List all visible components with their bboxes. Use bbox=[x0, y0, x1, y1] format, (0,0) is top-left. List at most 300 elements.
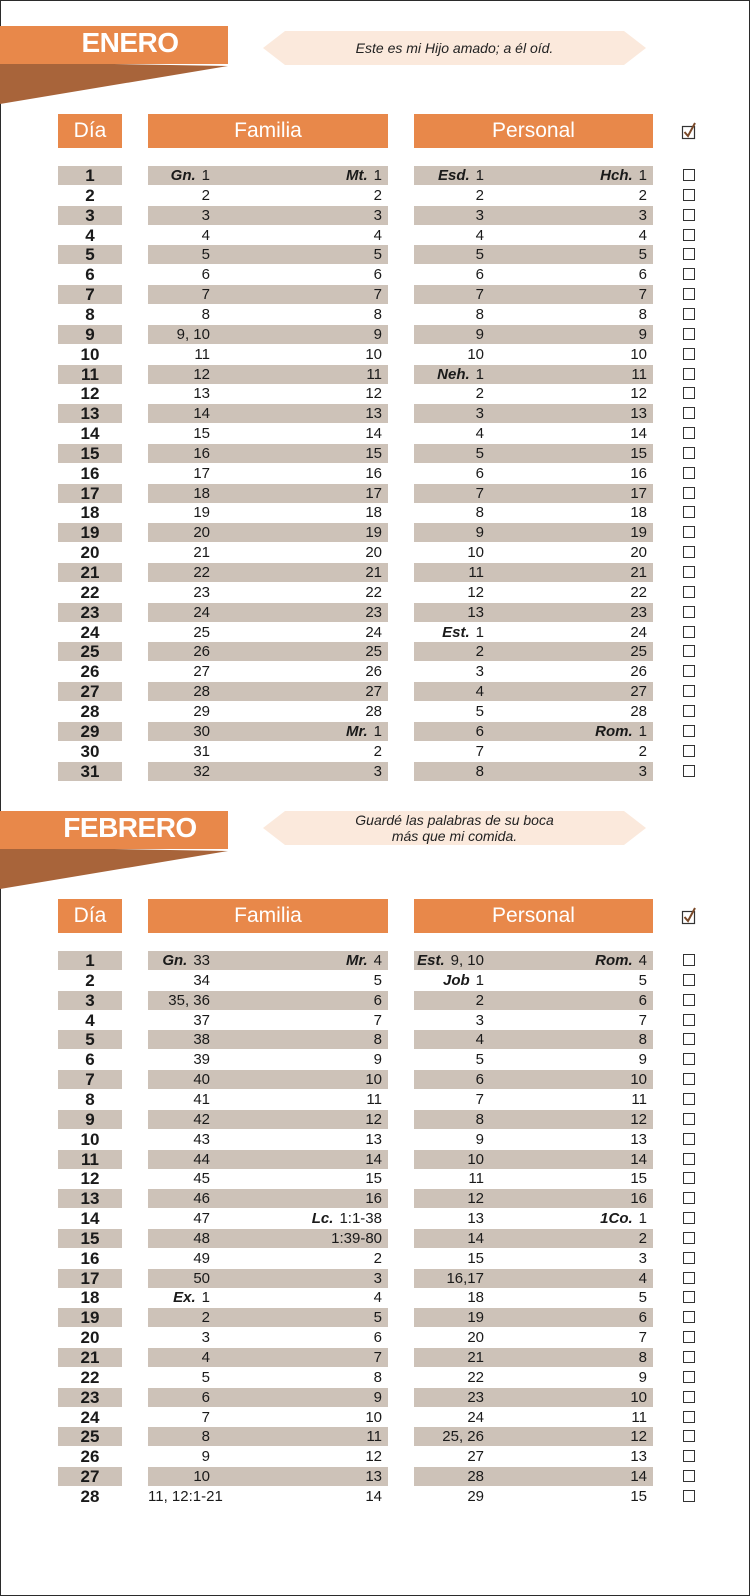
fam-reading-cell bbox=[148, 1189, 388, 1208]
per-reading-1 bbox=[414, 1348, 484, 1367]
reading-checkbox[interactable] bbox=[683, 229, 695, 241]
chapter: 28 bbox=[467, 1468, 484, 1486]
chapter: 2 bbox=[373, 1249, 382, 1267]
chapter: 15 bbox=[630, 444, 647, 462]
fam-reading-cell bbox=[148, 1308, 388, 1327]
chapter: 10 bbox=[365, 1071, 382, 1089]
chapter: 5 bbox=[638, 1289, 647, 1307]
per-reading-1 bbox=[414, 226, 484, 245]
fam-reading-cell bbox=[148, 325, 388, 344]
fam-reading-cell bbox=[148, 365, 388, 384]
chapter: 11 bbox=[468, 1170, 484, 1188]
fam-reading-cell bbox=[148, 563, 388, 582]
per-reading-2 bbox=[523, 722, 653, 741]
per-reading-1 bbox=[414, 365, 484, 384]
day-number: 12 bbox=[80, 384, 100, 404]
per-reading-cell bbox=[414, 424, 653, 443]
per-reading-2 bbox=[523, 1011, 653, 1030]
reading-checkbox[interactable] bbox=[683, 1311, 695, 1323]
chapter: 13 bbox=[467, 1210, 484, 1228]
reading-checkbox[interactable] bbox=[683, 1291, 695, 1303]
chapter: 21 bbox=[193, 544, 210, 562]
table-row bbox=[0, 345, 750, 365]
reading-checkbox[interactable] bbox=[683, 586, 695, 598]
reading-checkbox[interactable] bbox=[683, 1093, 695, 1105]
header-personal: Personal bbox=[414, 899, 653, 933]
reading-checkbox[interactable] bbox=[683, 725, 695, 737]
fam-reading-2 bbox=[258, 365, 388, 384]
chapter: 24 bbox=[630, 623, 647, 641]
fam-reading-1 bbox=[148, 285, 210, 304]
fam-reading-2 bbox=[258, 1288, 388, 1307]
reading-checkbox[interactable] bbox=[683, 566, 695, 578]
per-reading-2 bbox=[523, 543, 653, 562]
per-reading-2 bbox=[523, 971, 653, 990]
fam-reading-cell bbox=[148, 186, 388, 205]
reading-checkbox[interactable] bbox=[683, 209, 695, 221]
per-reading-1 bbox=[414, 623, 484, 642]
chapter: 45 bbox=[193, 1170, 210, 1188]
fam-reading-cell bbox=[148, 503, 388, 522]
book-name: Mr. bbox=[345, 722, 368, 740]
fam-reading-2 bbox=[258, 1348, 388, 1367]
chapter: 1 bbox=[475, 623, 484, 641]
per-reading-2 bbox=[523, 1090, 653, 1109]
per-reading-2 bbox=[523, 1110, 653, 1129]
chapter: 11 bbox=[631, 365, 647, 383]
book-name: Gn. bbox=[162, 952, 188, 969]
reading-checkbox[interactable] bbox=[683, 427, 695, 439]
fam-reading-2 bbox=[258, 971, 388, 990]
chapter: 15 bbox=[630, 1487, 647, 1505]
reading-checkbox[interactable] bbox=[683, 705, 695, 717]
table-row bbox=[0, 365, 750, 385]
table-row bbox=[0, 1487, 750, 1507]
table-row bbox=[0, 1050, 750, 1070]
checked-box-icon bbox=[681, 122, 697, 140]
book-name: Job bbox=[442, 971, 470, 989]
chapter: 7 bbox=[373, 1011, 382, 1029]
fam-reading-2 bbox=[258, 166, 388, 185]
chapter: 1 bbox=[475, 971, 484, 989]
reading-checkbox[interactable] bbox=[683, 308, 695, 320]
fam-reading-1 bbox=[148, 563, 210, 582]
reading-checkbox[interactable] bbox=[683, 1391, 695, 1403]
reading-checkbox[interactable] bbox=[683, 1252, 695, 1264]
fam-reading-1 bbox=[148, 1229, 210, 1248]
fam-reading-2 bbox=[258, 1249, 388, 1268]
fam-reading-cell bbox=[148, 762, 388, 781]
per-reading-2 bbox=[523, 1150, 653, 1169]
per-reading-2 bbox=[523, 1308, 653, 1327]
fam-reading-2 bbox=[258, 603, 388, 622]
book-name: Mt. bbox=[345, 167, 368, 184]
chapter: 41 bbox=[193, 1090, 210, 1108]
day-number: 15 bbox=[58, 444, 122, 463]
per-reading-cell bbox=[414, 245, 653, 264]
per-reading-2 bbox=[523, 991, 653, 1010]
fam-reading-2 bbox=[258, 424, 388, 443]
per-reading-1 bbox=[414, 682, 484, 701]
day-number: 18 bbox=[80, 503, 100, 523]
reading-checkbox[interactable] bbox=[683, 328, 695, 340]
chapter: 26 bbox=[193, 643, 210, 661]
day-number: 27 bbox=[58, 682, 122, 701]
fam-reading-2 bbox=[258, 1209, 388, 1228]
reading-checkbox[interactable] bbox=[683, 685, 695, 697]
day-number: 17 bbox=[58, 1269, 122, 1288]
chapter: 15 bbox=[193, 425, 210, 443]
reading-checkbox[interactable] bbox=[683, 1232, 695, 1244]
fam-reading-cell bbox=[148, 444, 388, 463]
day-number: 2 bbox=[85, 970, 95, 990]
day-number: 10 bbox=[80, 1129, 100, 1149]
chapter: 13 bbox=[365, 1130, 382, 1148]
fam-reading-1 bbox=[148, 583, 210, 602]
table-row bbox=[0, 1348, 750, 1368]
table-row bbox=[0, 1368, 750, 1388]
per-reading-2 bbox=[523, 345, 653, 364]
per-reading-2 bbox=[523, 305, 653, 324]
day-number: 31 bbox=[58, 762, 122, 781]
reading-checkbox[interactable] bbox=[683, 1212, 695, 1224]
per-reading-cell bbox=[414, 384, 653, 403]
per-reading-1 bbox=[414, 345, 484, 364]
chapter: 8 bbox=[201, 1428, 210, 1446]
reading-checkbox[interactable] bbox=[683, 994, 695, 1006]
per-reading-1 bbox=[414, 662, 484, 681]
fam-reading-2 bbox=[258, 1169, 388, 1188]
fam-reading-cell bbox=[148, 523, 388, 542]
per-reading-1 bbox=[414, 1189, 484, 1208]
per-reading-cell bbox=[414, 563, 653, 582]
per-reading-2 bbox=[523, 484, 653, 503]
per-reading-2 bbox=[523, 1348, 653, 1367]
fam-reading-2 bbox=[258, 1150, 388, 1169]
chapter: 19 bbox=[365, 524, 382, 542]
day-number: 7 bbox=[58, 285, 122, 304]
fam-reading-cell bbox=[148, 1487, 388, 1506]
fam-reading-2 bbox=[258, 1050, 388, 1069]
day-number: 14 bbox=[80, 1209, 100, 1229]
chapter: 3 bbox=[201, 1329, 210, 1347]
day-number: 4 bbox=[85, 1010, 95, 1030]
fam-reading-1 bbox=[148, 1110, 210, 1129]
fam-reading-2 bbox=[258, 1328, 388, 1347]
reading-checkbox[interactable] bbox=[683, 1331, 695, 1343]
fam-reading-1 bbox=[148, 1408, 210, 1427]
chapter: 14 bbox=[467, 1229, 484, 1247]
reading-checkbox[interactable] bbox=[683, 645, 695, 657]
reading-checkbox[interactable] bbox=[683, 526, 695, 538]
chapter: 29 bbox=[193, 702, 210, 720]
chapter: 3 bbox=[475, 405, 484, 423]
table-row bbox=[0, 206, 750, 226]
fam-reading-2 bbox=[258, 742, 388, 761]
reading-checkbox[interactable] bbox=[683, 546, 695, 558]
day-number: 16 bbox=[80, 463, 100, 483]
per-reading-cell bbox=[414, 1070, 653, 1089]
per-reading-2 bbox=[523, 1050, 653, 1069]
month-section-febrero bbox=[0, 807, 750, 1527]
per-reading-cell bbox=[414, 1467, 653, 1486]
reading-checkbox[interactable] bbox=[683, 368, 695, 380]
reading-checkbox[interactable] bbox=[683, 1033, 695, 1045]
chapter: 5 bbox=[475, 444, 484, 462]
day-number: 8 bbox=[85, 304, 95, 324]
chapter: 6 bbox=[638, 266, 647, 284]
reading-checkbox[interactable] bbox=[683, 974, 695, 986]
reading-checkbox[interactable] bbox=[683, 1351, 695, 1363]
reading-checkbox[interactable] bbox=[683, 1272, 695, 1284]
reading-checkbox[interactable] bbox=[683, 348, 695, 360]
fam-reading-cell bbox=[148, 1130, 388, 1149]
reading-checkbox[interactable] bbox=[683, 626, 695, 638]
chapter: 28 bbox=[630, 702, 647, 720]
fam-reading-1 bbox=[148, 444, 210, 463]
reading-checkbox[interactable] bbox=[683, 288, 695, 300]
reading-checkbox[interactable] bbox=[683, 954, 695, 966]
per-reading-cell bbox=[414, 464, 653, 483]
reading-checkbox[interactable] bbox=[683, 745, 695, 757]
chapter: 6 bbox=[201, 1388, 210, 1406]
chapter: 12 bbox=[365, 1110, 382, 1128]
fam-reading-1 bbox=[148, 1090, 210, 1109]
fam-reading-cell bbox=[148, 583, 388, 602]
per-reading-cell bbox=[414, 226, 653, 245]
fam-reading-cell bbox=[148, 1110, 388, 1129]
book-name: Lc. bbox=[311, 1210, 334, 1228]
per-reading-cell bbox=[414, 1050, 653, 1069]
table-row bbox=[0, 444, 750, 464]
day-number: 26 bbox=[80, 1447, 100, 1467]
reading-checkbox[interactable] bbox=[683, 665, 695, 677]
chapter: 43 bbox=[193, 1130, 210, 1148]
chapter: 22 bbox=[630, 583, 647, 601]
chapter: 2 bbox=[475, 385, 484, 403]
per-reading-1 bbox=[414, 991, 484, 1010]
table-row bbox=[0, 384, 750, 404]
per-reading-2 bbox=[523, 1209, 653, 1228]
chapter: 10 bbox=[193, 1468, 210, 1486]
chapter: 27 bbox=[630, 683, 647, 701]
per-reading-cell bbox=[414, 166, 653, 185]
reading-checkbox[interactable] bbox=[683, 169, 695, 181]
fam-reading-cell bbox=[148, 1050, 388, 1069]
reading-checkbox[interactable] bbox=[683, 268, 695, 280]
fam-reading-2 bbox=[258, 285, 388, 304]
chapter: 11 bbox=[366, 1428, 382, 1446]
chapter: 38 bbox=[193, 1031, 210, 1049]
reading-checkbox[interactable] bbox=[683, 765, 695, 777]
fam-reading-1 bbox=[148, 345, 210, 364]
chapter: 7 bbox=[201, 286, 210, 304]
reading-checkbox[interactable] bbox=[683, 1053, 695, 1065]
reading-checkbox[interactable] bbox=[683, 606, 695, 618]
chapter: 20 bbox=[467, 1329, 484, 1347]
fam-reading-1 bbox=[148, 1209, 210, 1228]
reading-checkbox[interactable] bbox=[683, 1014, 695, 1026]
reading-checkbox[interactable] bbox=[683, 1113, 695, 1125]
reading-checkbox[interactable] bbox=[683, 1430, 695, 1442]
reading-checkbox[interactable] bbox=[683, 1470, 695, 1482]
fam-reading-cell bbox=[148, 543, 388, 562]
per-reading-cell bbox=[414, 1150, 653, 1169]
chapter: 10 bbox=[630, 345, 647, 363]
per-reading-2 bbox=[523, 464, 653, 483]
chapter: 39 bbox=[193, 1051, 210, 1069]
chapter: 14 bbox=[365, 1487, 382, 1505]
chapter: 2 bbox=[638, 1229, 647, 1247]
fam-reading-cell bbox=[148, 464, 388, 483]
per-reading-2 bbox=[523, 424, 653, 443]
fam-reading-2 bbox=[258, 662, 388, 681]
per-reading-cell bbox=[414, 762, 653, 781]
reading-checkbox[interactable] bbox=[683, 1133, 695, 1145]
per-reading-2 bbox=[523, 762, 653, 781]
chapter: 9 bbox=[638, 1051, 647, 1069]
checked-box-icon bbox=[681, 907, 697, 925]
reading-checkbox[interactable] bbox=[683, 1490, 695, 1502]
day-number: 23 bbox=[58, 1388, 122, 1407]
table-row bbox=[0, 722, 750, 742]
chapter: 5 bbox=[201, 246, 210, 264]
fam-reading-cell bbox=[148, 1229, 388, 1248]
per-reading-1 bbox=[414, 1110, 484, 1129]
per-reading-1 bbox=[414, 1130, 484, 1149]
chapter: 7 bbox=[475, 484, 484, 502]
chapter: 4 bbox=[475, 226, 484, 244]
table-row bbox=[0, 1408, 750, 1428]
verse-banner bbox=[263, 811, 646, 845]
chapter: 10 bbox=[467, 1150, 484, 1168]
per-reading-cell bbox=[414, 186, 653, 205]
fam-reading-cell bbox=[148, 1090, 388, 1109]
fam-reading-cell bbox=[148, 305, 388, 324]
fam-reading-2 bbox=[258, 404, 388, 423]
reading-checkbox[interactable] bbox=[683, 1192, 695, 1204]
fam-reading-1 bbox=[148, 1308, 210, 1327]
fam-reading-2 bbox=[258, 186, 388, 205]
fam-reading-1 bbox=[148, 186, 210, 205]
chapter: 9 bbox=[475, 524, 484, 542]
fam-reading-2 bbox=[258, 642, 388, 661]
reading-checkbox[interactable] bbox=[683, 1371, 695, 1383]
reading-checkbox[interactable] bbox=[683, 189, 695, 201]
chapter: 6 bbox=[475, 722, 484, 740]
fam-reading-cell bbox=[148, 1249, 388, 1268]
per-reading-cell bbox=[414, 543, 653, 562]
reading-checkbox[interactable] bbox=[683, 248, 695, 260]
reading-checkbox[interactable] bbox=[683, 506, 695, 518]
reading-checkbox[interactable] bbox=[683, 487, 695, 499]
fam-reading-2 bbox=[258, 1011, 388, 1030]
per-reading-1 bbox=[414, 464, 484, 483]
fam-reading-cell bbox=[148, 226, 388, 245]
chapter: 14 bbox=[365, 1150, 382, 1168]
chapter: 17 bbox=[365, 484, 382, 502]
day-number: 7 bbox=[58, 1070, 122, 1089]
table-row bbox=[0, 1169, 750, 1189]
chapter: 16 bbox=[630, 464, 647, 482]
per-reading-1 bbox=[414, 583, 484, 602]
per-reading-cell bbox=[414, 1427, 653, 1446]
chapter: 40 bbox=[193, 1071, 210, 1089]
per-reading-1 bbox=[414, 1030, 484, 1049]
book-name: Mr. bbox=[345, 952, 368, 969]
per-reading-cell bbox=[414, 1189, 653, 1208]
month-title: ENERO bbox=[81, 27, 179, 58]
per-reading-1 bbox=[414, 1308, 484, 1327]
chapter: 18 bbox=[630, 504, 647, 522]
day-number: 17 bbox=[58, 484, 122, 503]
per-reading-cell bbox=[414, 623, 653, 642]
chapter: 14 bbox=[365, 425, 382, 443]
per-reading-cell bbox=[414, 1110, 653, 1129]
reading-checkbox[interactable] bbox=[683, 1073, 695, 1085]
chapter: 4 bbox=[373, 1289, 382, 1307]
chapter: 18 bbox=[467, 1289, 484, 1307]
per-reading-2 bbox=[523, 186, 653, 205]
reading-checkbox[interactable] bbox=[683, 1450, 695, 1462]
reading-checkbox[interactable] bbox=[683, 447, 695, 459]
verse-line-1: Este es mi Hijo amado; a él oíd. bbox=[355, 40, 554, 56]
table-row bbox=[0, 305, 750, 325]
chapter: 15 bbox=[365, 1170, 382, 1188]
chapter: 6 bbox=[475, 266, 484, 284]
day-number: 20 bbox=[80, 543, 100, 563]
per-reading-2 bbox=[523, 1130, 653, 1149]
fam-reading-1 bbox=[148, 662, 210, 681]
reading-checkbox[interactable] bbox=[683, 1153, 695, 1165]
fam-reading-cell bbox=[148, 1150, 388, 1169]
chapter: 25 bbox=[193, 623, 210, 641]
per-reading-1 bbox=[414, 1169, 484, 1188]
fam-reading-1 bbox=[148, 1050, 210, 1069]
reading-checkbox[interactable] bbox=[683, 467, 695, 479]
chapter: 13 bbox=[193, 385, 210, 403]
per-reading-cell bbox=[414, 971, 653, 990]
reading-checkbox[interactable] bbox=[683, 407, 695, 419]
chapter: 27 bbox=[467, 1448, 484, 1466]
fam-reading-2 bbox=[258, 1130, 388, 1149]
chapter: 21 bbox=[630, 564, 647, 581]
day-number: 11 bbox=[58, 1150, 122, 1169]
per-reading-2 bbox=[523, 1368, 653, 1387]
per-reading-cell bbox=[414, 1130, 653, 1149]
chapter: 1 bbox=[201, 1289, 210, 1307]
reading-checkbox[interactable] bbox=[683, 1411, 695, 1423]
table-row bbox=[0, 484, 750, 504]
per-reading-1 bbox=[414, 523, 484, 542]
reading-checkbox[interactable] bbox=[683, 387, 695, 399]
per-reading-cell bbox=[414, 1487, 653, 1506]
fam-reading-2 bbox=[258, 464, 388, 483]
chapter: 18 bbox=[365, 504, 382, 522]
fam-reading-1 bbox=[148, 503, 210, 522]
day-number: 13 bbox=[58, 1189, 122, 1208]
per-reading-2 bbox=[523, 623, 653, 642]
day-number: 3 bbox=[58, 206, 122, 225]
fam-reading-1 bbox=[148, 623, 210, 642]
per-reading-cell bbox=[414, 305, 653, 324]
fam-reading-2 bbox=[258, 722, 388, 741]
chapter: 7 bbox=[638, 1011, 647, 1029]
chapter: 6 bbox=[475, 1071, 484, 1089]
reading-checkbox[interactable] bbox=[683, 1172, 695, 1184]
day-number: 25 bbox=[58, 642, 122, 661]
chapter: 27 bbox=[365, 683, 382, 701]
